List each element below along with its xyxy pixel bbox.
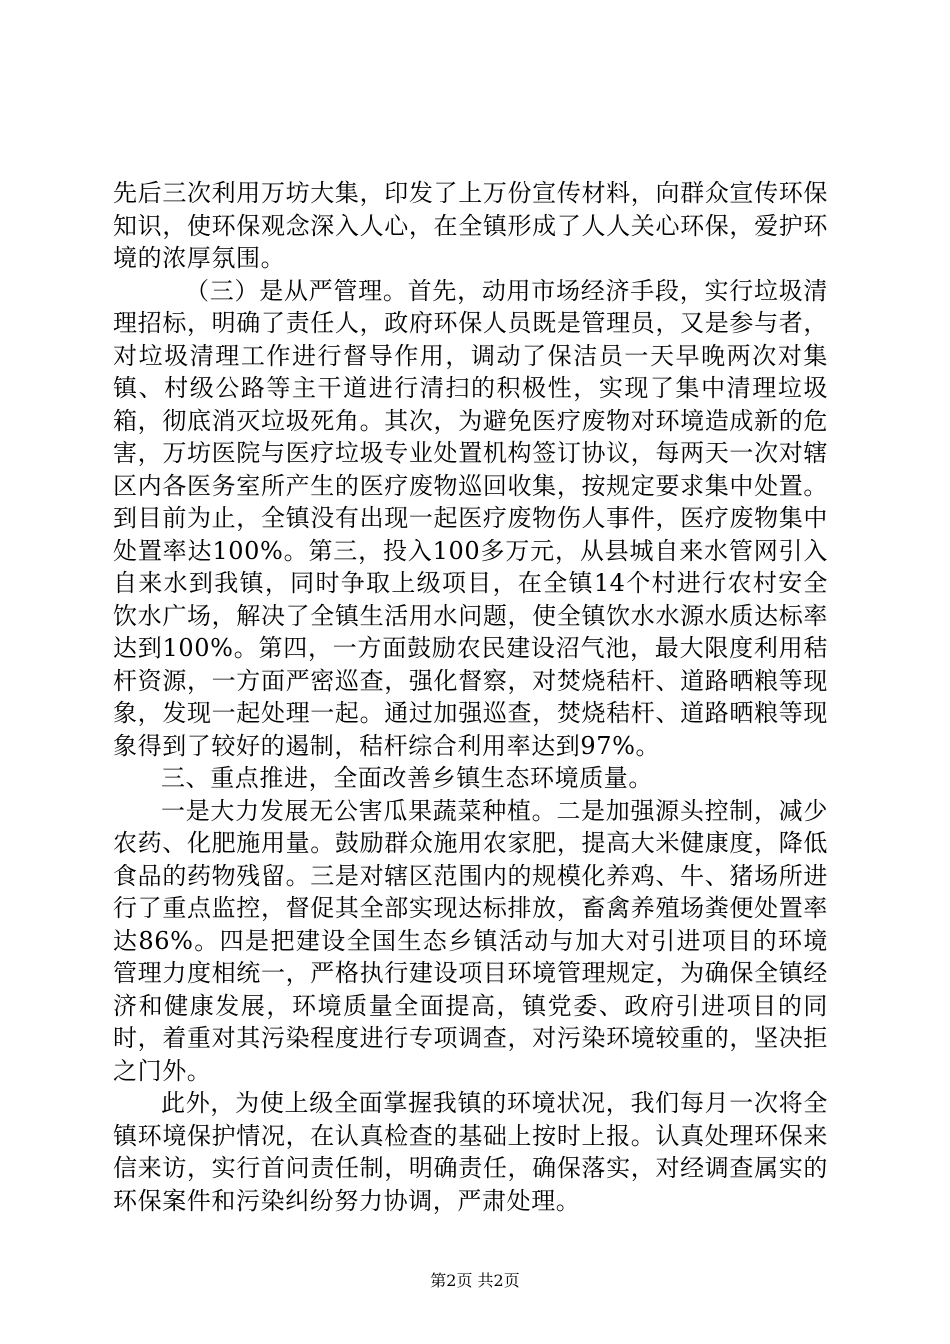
paragraph-strict-management: （三）是从严管理。首先，动用市场经济手段，实行垃圾清理招标，明确了责任人，政府环保人员既是管理员，又是参与者，对垃圾清理工作进行督导作用，调动了保洁员一天早晚两次对集镇、村级公路等主干道进行清扫的积极性，实现了集中清理垃圾箱，彻底消灭垃圾死角。其次，为避免医疗废物对环境造成新的危害，万坊医院与医疗垃圾专业处置机构签订协议，每两天一次对辖区内各医务室所产生的医疗废物巡回收集，按规定要求集中处置。到目前为止，全镇没有出现一起医疗废物伤人事件，医疗废物集中处置率达100%。第三，投入100多万元，从县城自来水管网引入自来水到我镇，同时争取上级项目，在全镇14个村进行农村安全饮水广场，解决了全镇生活用水问题，使全镇饮水水源水质达标率达到100%。第四，一方面鼓励农民建设沼气池，最大限度利用秸杆资源，一方面严密巡查，强化督察，对焚烧秸杆、道路晒粮等现象，发现一起处理一起。通过加强巡查，焚烧秸杆、道路晒粮等现象得到了较好的遏制，秸杆综合利用率达到97%。	[113, 276, 828, 760]
paragraph-key-measures: 一是大力发展无公害瓜果蔬菜种植。二是加强源头控制，减少农药、化肥施用量。鼓励群众施用农家肥，提高大米健康度，降低食品的药物残留。三是对辖区范围内的规模化养鸡、牛、猪场所进行了重点监控，督促其全部实现达标排放，畜禽养殖场粪便处置率达86%。四是把建设全国生态乡镇活动与加大对引进项目的环境管理力度相统一，严格执行建设项目环境管理规定，为确保全镇经济和健康发展，环境质量全面提高，镇党委、政府引进项目的同时，着重对其污染程度进行专项调查，对污染环境较重的，坚决拒之门外。	[113, 796, 828, 1085]
document-body	[113, 177, 828, 1217]
section-heading-three: 三、重点推进，全面改善乡镇生态环境质量。	[161, 764, 653, 792]
paragraph-reporting: 此外，为使上级全面掌握我镇的环境状况，我们每月一次将全镇环境保护情况，在认真检查的基础上按时上报。认真处理环保来信来访，实行首问责任制，明确责任，确保落实，对经调查属实的环保案件和污染纠纷努力协调，严肃处理。	[113, 1089, 828, 1215]
paragraph-continuation: 先后三次利用万坊大集，印发了上万份宣传材料，向群众宣传环保知识，使环保观念深入人心，在全镇形成了人人关心环保，爱护环境的浓厚氛围。	[113, 179, 828, 272]
page-footer: 第2页 共2页	[430, 1271, 520, 1290]
